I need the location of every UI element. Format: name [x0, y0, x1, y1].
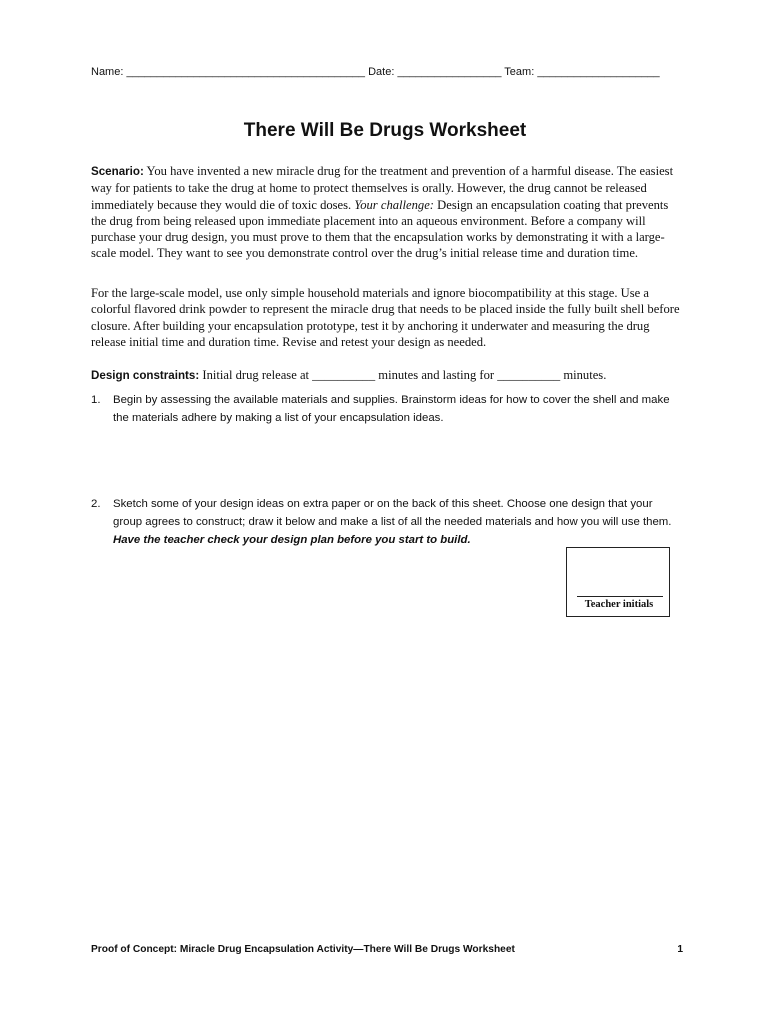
scenario-label: Scenario: [91, 165, 144, 178]
list-item [91, 495, 681, 549]
page-footer [91, 944, 683, 955]
challenge-label: Your challenge: [354, 197, 434, 212]
scenario-text-2: Design an encapsulation coating that prevents the drug from being released upon immediate placement into an aqueous environment. Before a company will purchase your drug design, you must prove to them that the encapsulation works by demonstrating it with a large-scale model. They want to see you demonstrate control over the drug’s initial release time and duration time. [91, 197, 669, 261]
page-title: There Will Be Drugs Worksheet [243, 120, 527, 141]
design-constraints [91, 367, 681, 384]
list-item-number: 1. [91, 394, 101, 406]
scenario-paragraph [91, 163, 681, 262]
initials-signature-line [577, 596, 663, 597]
footer-title: Proof of Concept: Miracle Drug Encapsulation Activity—There Will Be Drugs Worksheet [91, 944, 515, 955]
list-item-text [113, 495, 681, 549]
constraints-text: Initial drug release at __________ minutes and lasting for __________ minutes. [199, 368, 607, 382]
page-number: 1 [677, 944, 683, 955]
teacher-initials-label: Teacher initials [584, 599, 654, 610]
list-item [91, 391, 681, 427]
scenario-text-1: You have invented a new miracle drug for the treatment and prevention of a harmful disease. The easiest way for patients to take the drug at home to protect themselves is orally. However, the drug cannot be released immediately because they would die of toxic doses. [91, 164, 674, 212]
list-item-body: Sketch some of your design ideas on extra paper or on the back of this sheet. Choose one design that your group agrees to construct; draw it below and make a list of all the needed materials and how you will use them. [113, 498, 672, 528]
header-fields: Name: _______________________________________ Date: _________________ Team: ____________________ [91, 66, 660, 78]
list-item-text: Begin by assessing the available materials and supplies. Brainstorm ideas for how to cover the shell and make the materials adhere by making a list of your encapsulation ideas. [113, 394, 670, 424]
teacher-check-note: Have the teacher check your design plan before you start to build. [113, 534, 471, 546]
list-item-number: 2. [91, 498, 101, 510]
teacher-initials-box[interactable] [566, 547, 670, 617]
model-paragraph: For the large-scale model, use only simple household materials and ignore biocompatibility at this stage. Use a colorful flavored drink powder to represent the miracle drug that needs to be placed inside the fully built shell before closure. After building your encapsulation prototype, test it by anchoring it underwater and measuring the drug release initial time and duration time. Revise and retest your design as needed. [91, 286, 680, 349]
constraints-label: Design constraints: [91, 369, 200, 382]
